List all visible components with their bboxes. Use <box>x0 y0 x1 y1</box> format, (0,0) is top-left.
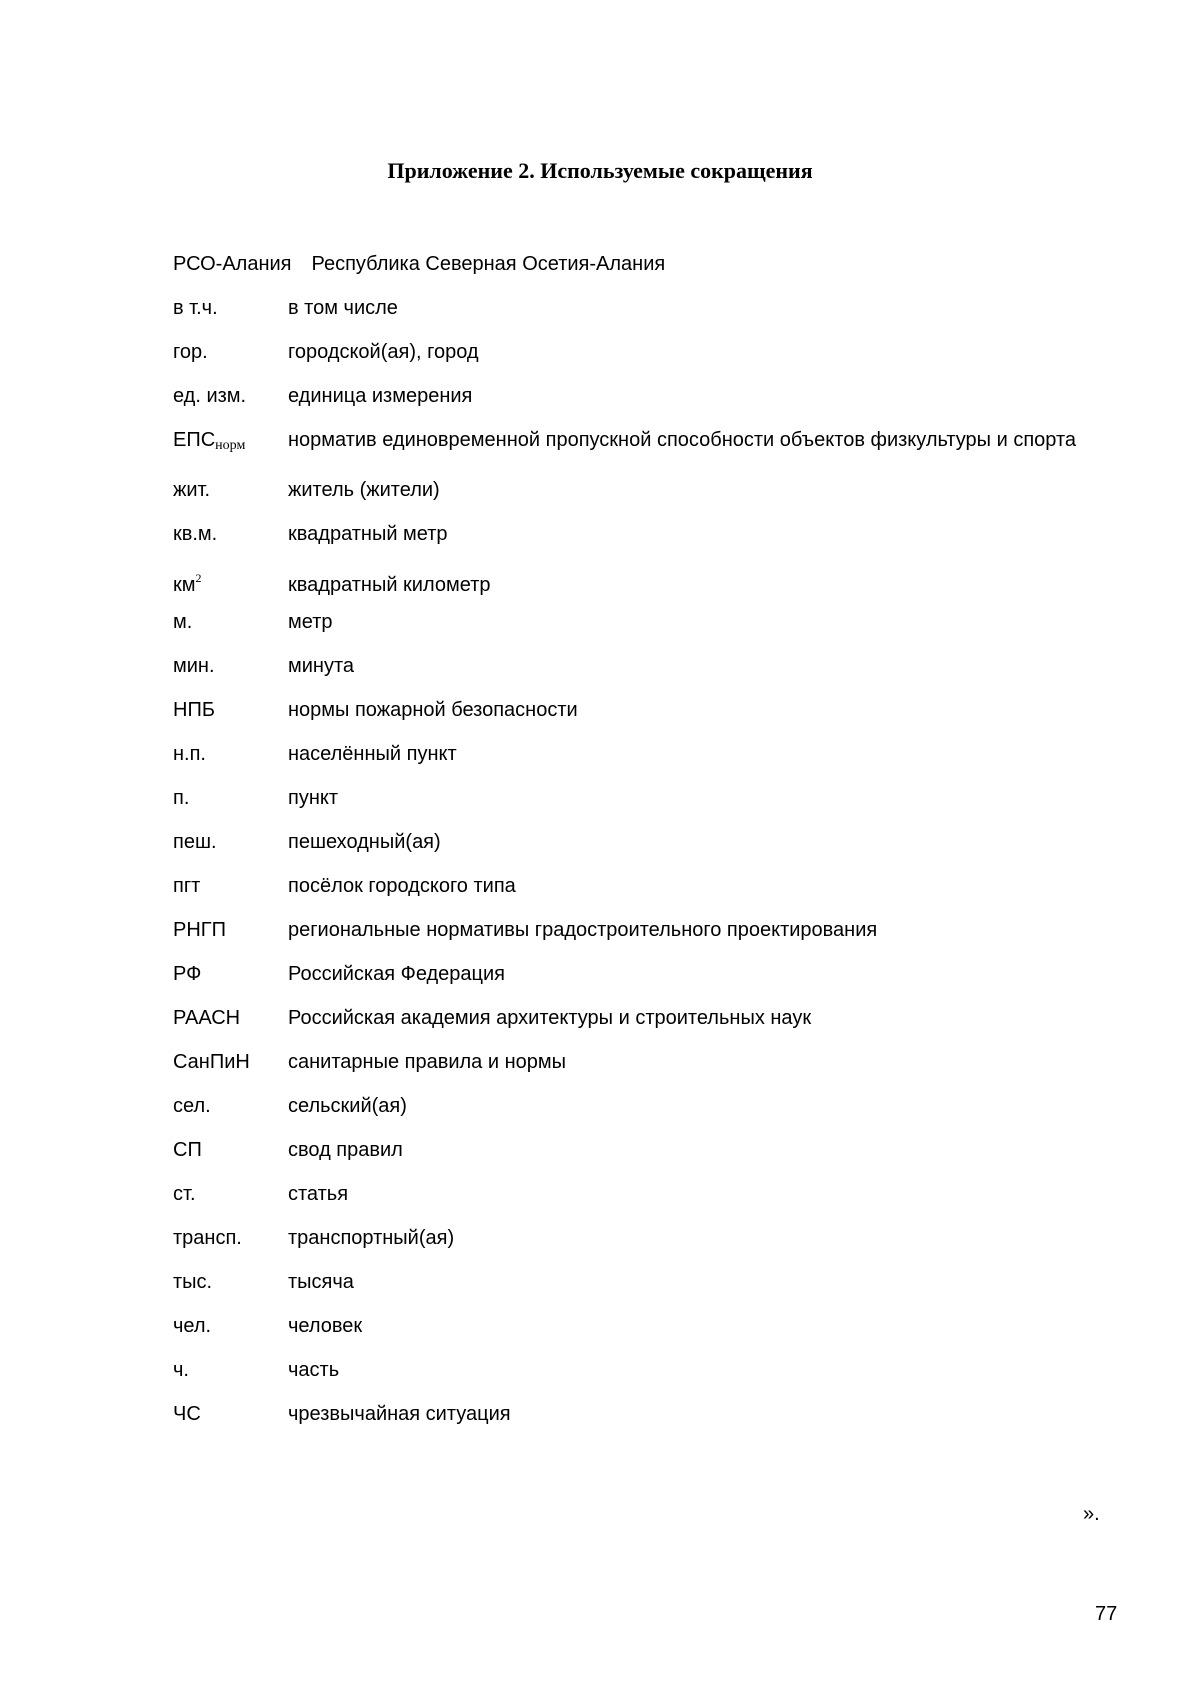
abbreviation-term-subscript: норм <box>215 438 246 453</box>
abbreviation-term: трансп. <box>173 1227 242 1249</box>
abbreviation-term: тыс. <box>173 1271 213 1293</box>
abbreviation-row <box>173 776 1123 820</box>
abbreviation-row <box>173 1392 1123 1436</box>
abbreviation-term: ед. изм. <box>173 385 247 407</box>
abbreviation-term: мин. <box>173 655 215 677</box>
abbreviation-term: СП <box>173 1139 202 1161</box>
abbreviation-row <box>173 1128 1123 1172</box>
page-title: Приложение 2. Используемые сокращения <box>387 158 813 183</box>
abbreviation-definition: городской(ая), город <box>288 341 479 363</box>
abbreviation-definition: посёлок городского типа <box>288 875 516 897</box>
abbreviation-term-base: км <box>173 574 196 596</box>
abbreviation-row <box>173 512 1123 556</box>
abbreviation-term: РААСН <box>173 1007 241 1029</box>
abbreviation-definition: человек <box>288 1315 363 1337</box>
abbreviation-term: пеш. <box>173 831 217 853</box>
abbreviation-row <box>173 864 1123 908</box>
abbreviation-term: чел. <box>173 1315 212 1337</box>
abbreviation-definition: минута <box>288 655 355 677</box>
abbreviation-term: РСО-Алания <box>173 253 292 275</box>
abbreviation-definition: в том числе <box>288 297 398 319</box>
abbreviation-term-superscript: 2 <box>195 571 202 585</box>
abbreviation-term: ст. <box>173 1183 196 1205</box>
abbreviation-term: в т.ч. <box>173 297 218 319</box>
abbreviation-term: м. <box>173 611 193 633</box>
abbreviation-term: РФ <box>173 963 202 985</box>
abbreviation-definition: метр <box>288 611 333 633</box>
abbreviation-definition: нормы пожарной безопасности <box>288 699 578 721</box>
abbreviation-row <box>173 908 1123 952</box>
abbreviation-row <box>173 1348 1123 1392</box>
abbreviation-definition: статья <box>288 1183 349 1205</box>
abbreviation-definition: часть <box>288 1359 340 1381</box>
abbreviation-row <box>173 1040 1123 1084</box>
abbreviation-definition: чрезвычайная ситуация <box>288 1403 511 1425</box>
page-number: 77 <box>1095 1603 1118 1625</box>
abbreviation-row <box>173 556 1123 600</box>
abbreviation-row <box>173 688 1123 732</box>
abbreviation-row <box>173 644 1123 688</box>
abbreviation-row <box>173 996 1123 1040</box>
abbreviation-term: пгт <box>173 875 201 897</box>
abbreviation-term: ЧС <box>173 1403 201 1425</box>
abbreviation-definition: единица измерения <box>288 385 473 407</box>
abbreviation-term: НПБ <box>173 699 215 721</box>
abbreviation-row <box>173 952 1123 996</box>
abbreviation-term: ч. <box>173 1359 189 1381</box>
abbreviation-term: п. <box>173 787 190 809</box>
abbreviation-row <box>173 732 1123 776</box>
abbreviation-definition: норматив единовременной пропускной способности объектов физкультуры и спорта <box>288 429 1077 451</box>
abbreviation-row <box>173 330 1123 374</box>
abbreviation-definition: Республика Северная Осетия-Алания <box>311 253 666 275</box>
abbreviation-definition: санитарные правила и нормы <box>288 1051 566 1073</box>
abbreviation-row <box>173 600 1123 644</box>
abbreviation-definition: свод правил <box>288 1139 403 1161</box>
abbreviation-term: гор. <box>173 341 208 363</box>
abbreviation-definition: житель (жители) <box>288 479 440 501</box>
abbreviation-definition: Российская Федерация <box>288 963 506 985</box>
abbreviation-row <box>173 468 1123 512</box>
abbreviation-term: кв.м. <box>173 523 218 545</box>
abbreviation-definition: региональные нормативы градостроительного проектирования <box>288 919 878 941</box>
abbreviation-row <box>173 1260 1123 1304</box>
abbreviation-term: РНГП <box>173 919 226 941</box>
closing-quote-mark: ». <box>1083 1503 1100 1525</box>
abbreviation-term: н.п. <box>173 743 206 765</box>
abbreviation-row <box>173 374 1123 418</box>
abbreviation-definition: населённый пункт <box>288 743 457 765</box>
abbreviation-row <box>173 418 1123 468</box>
abbreviation-term: СанПиН <box>173 1051 250 1073</box>
abbreviation-term: жит. <box>173 479 211 501</box>
abbreviation-list <box>173 242 1123 1436</box>
abbreviation-row <box>173 1216 1123 1260</box>
abbreviation-term <box>173 418 288 468</box>
abbreviation-definition: тысяча <box>288 1271 354 1293</box>
abbreviation-row <box>173 286 1123 330</box>
abbreviation-definition: транспортный(ая) <box>288 1227 455 1249</box>
abbreviation-term-base: ЕПС <box>173 429 216 451</box>
abbreviation-definition: пешеходный(ая) <box>288 831 441 853</box>
abbreviation-row <box>173 1084 1123 1128</box>
abbreviation-definition: сельский(ая) <box>288 1095 407 1117</box>
abbreviation-term: сел. <box>173 1095 211 1117</box>
abbreviation-row <box>173 1304 1123 1348</box>
abbreviation-definition: пункт <box>288 787 339 809</box>
abbreviation-row <box>173 242 1123 286</box>
abbreviation-definition: квадратный километр <box>288 574 491 596</box>
abbreviation-row <box>173 820 1123 864</box>
abbreviation-definition: квадратный метр <box>288 523 448 545</box>
abbreviation-definition: Российская академия архитектуры и строительных наук <box>288 1007 812 1029</box>
abbreviation-row <box>173 1172 1123 1216</box>
